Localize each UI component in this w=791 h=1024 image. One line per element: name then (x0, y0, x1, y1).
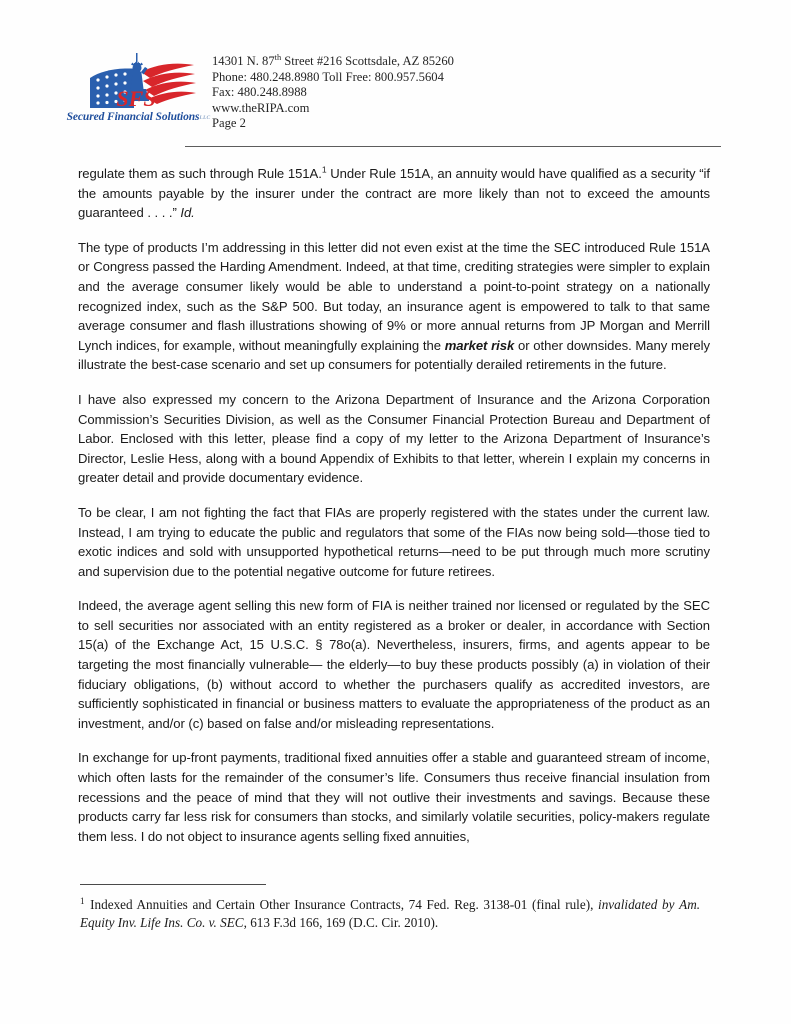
paragraph-4: To be clear, I am not fighting the fact that FIAs are properly registered with the states under the current law. Instead, I am trying to educate the public and regulators that some of the FIAs now being sold—those tied to exotic indices and sold with unsupported hypothetical returns—need to be put through much more scrutiny and supervision due to the potential negative outcome for future retirees. (78, 504, 710, 579)
paragraph-6: In exchange for up-front payments, traditional fixed annuities offer a stable and guaranteed stream of income, which often lasts for the remainder of the consumer’s life. Consumers thus receive financial insulation from recessions and the peace of mind that they will not outlive their investments and savings. Because these products carry far less risk for consumers than stocks, and similarly volatile securities, policy-makers regulate them less. I do not object to insurance agents selling fixed annuities, (78, 750, 710, 844)
footnote-reference-1: 1 (321, 164, 327, 175)
paragraph-3: I have also expressed my concern to the Arizona Department of Insurance and the Arizona Corporation Commission’s Securities Division, as well as the Consumer Financial Protection Bureau and Department of Labor. Enclosed with this letter, please find a copy of my letter to the Arizona Department of Insurance’s Director, Leslie Hess, along with a bound Appendix of Exhibits to that letter, wherein I explain my concerns in greater detail and provide documentary evidence. (78, 391, 710, 486)
address-fax-line: Fax: 480.248.8988 (212, 85, 307, 100)
paragraph-2: The type of products I’m addressing in this letter did not even exist at the time the SEC introduced Rule 151A or Congress passed the Harding Amendment. Indeed, at that time, crediting strategies were simpler to explain and the average consumer likely would be able to understand a point-to-point strategy on a nationally recognized index, such as the S&P 500. But today, an insurance agent is empowered to talk to that same average consumer and flash illustrations showing of 9% or more annual returns from JP Morgan and Merrill Lynch indices, for example, without meaningfully explaining the market risk or other downsides. Many merely illustrate the best-case scenario and set up consumers for potentially derailed retirements in the future. (78, 239, 710, 373)
letterhead-address (212, 54, 454, 132)
logo-company-name: Secured Financial SolutionsLLC (66, 111, 211, 123)
letter-body (78, 164, 710, 846)
footnote-marker: 1 (80, 895, 85, 906)
footnote-divider (80, 884, 266, 885)
logo-entity-suffix: LLC (199, 115, 211, 121)
footnote-case-name: Am. Equity Inv. Life Ins. Co. v. SEC (80, 897, 701, 931)
statue-of-liberty-flag-icon (82, 52, 197, 114)
ordinal-suffix: th (274, 52, 282, 62)
company-logo (66, 52, 211, 134)
page-number-line: Page 2 (212, 116, 246, 131)
footnote-1: $^1$ Indexed Annuities and Certain Other Insurance Contracts, 74 Fed. Reg. 3138-01 (final rule), invalidated by Am. Equity Inv. Life Ins. Co. v. SEC, 613 F.3d 166, 169 (D.C. Cir. 2010). (80, 895, 701, 931)
emphasis-market-risk: market risk (444, 337, 515, 353)
address-phone-line: Phone: 480.248.8980 Toll Free: 800.957.5604 (212, 69, 444, 84)
citation-id: Id. (180, 205, 195, 221)
address-website-line: www.theRIPA.com (212, 100, 310, 115)
address-street-line: 14301 N. 87th Street #216 Scottsdale, AZ 85260 (212, 52, 454, 68)
paragraph-5: Indeed, the average agent selling this new form of FIA is neither trained nor licensed or regulated by the SEC to sell securities nor associated with an entity registered as a broker or dealer, in accordance with Section 15(a) of the Exchange Act, 15 U.S.C. § 78o(a). Nevertheless, insurers, firms, and agents appear to be targeting the most financially vulnerable— the elderly—to buy these products possibly (a) in violation of their fiduciary obligations, (b) without accord to whether the purchasers qualify as accredited investors, are sufficiently sophisticated in financial or business matters to evaluate the appropriateness of the product as an investment, and/or (c) based on false and/or misleading representations. (78, 598, 710, 731)
paragraph-1: regulate them as such through Rule 151A.$^1$ Under Rule 151A, an annuity would have qualified as a security “if the amounts payable by the insurer under the contract are more likely than not to exceed the amounts guaranteed . . . .” Id. (78, 164, 710, 221)
footnote-italic-invalidated: invalidated by (598, 897, 675, 912)
letterhead (0, 46, 791, 138)
logo-monogram: SFS (116, 86, 156, 111)
letterhead-divider (185, 146, 721, 147)
